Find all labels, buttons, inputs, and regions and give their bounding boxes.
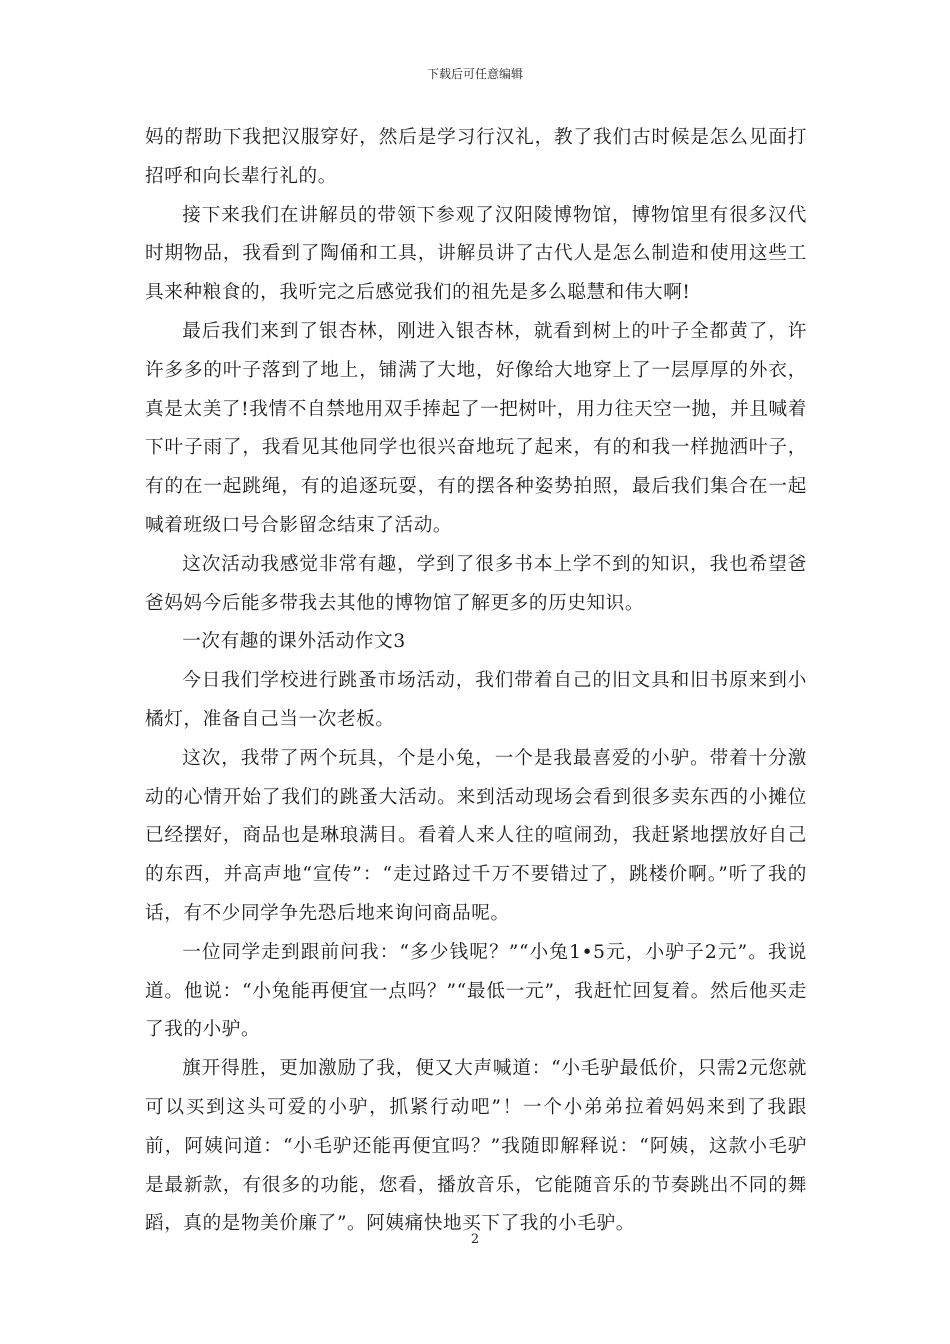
paragraph-4: 这次活动我感觉非常有趣，学到了很多书本上学不到的知识，我也希望爸爸妈妈今后能多带我去其他的博物馆了解更多的历史知识。: [145, 553, 807, 614]
paragraph-1: 妈的帮助下我把汉服穿好，然后是学习行汉礼，教了我们古时候是怎么见面打招呼和向长辈行礼的。: [145, 127, 807, 187]
section-heading: 一次有趣的课外活动作文3: [182, 631, 406, 653]
paragraph-3: 最后我们来到了银杏林，刚进入银杏林，就看到树上的叶子全都黄了，许许多多的叶子落到了地上，铺满了大地，好像给大地穿上了一层厚厚的外衣，真是太美了!我情不自禁地用双手捧起了一把树叶，用力往天空一抛，并且喊着下叶子雨了，我看见其他同学也很兴奋地玩了起来，有的和我一样抛洒叶子，有的在一起跳绳，有的追逐玩耍，有的摆各种姿势拍照，最后我们集合在一起喊着班级口号合影留念结束了活动。: [145, 320, 807, 536]
paragraph-2: 接下来我们在讲解员的带领下参观了汉阳陵博物馆，博物馆里有很多汉代时期物品，我看到了陶俑和工具，讲解员讲了古代人是怎么制造和使用这些工具来种粮食的，我听完之后感觉我们的祖先是多么聪慧和伟大啊!: [145, 204, 807, 304]
document-body: [145, 119, 807, 1244]
paragraph-7: 一位同学走到跟前问我：“多少钱呢？”“小兔1•5元，小驴子2元”。我说道。他说：“小兔能再便宜一点吗？”“最低一元”，我赶忙回复着。然后他买走了我的小驴。: [145, 941, 807, 1041]
page-number: 2: [470, 1232, 480, 1247]
paragraph-8: 旗开得胜，更加激励了我，便又大声喊道：“小毛驴最低价，只需2元您就可以买到这头可爱的小驴，抓紧行动吧”！一个小弟弟拉着妈妈来到了我跟前，阿姨问道：“小毛驴还能再便宜吗？”我随即解释说：“阿姨，这款小毛驴是最新款，有很多的功能，您看，播放音乐，它能随音乐的节奏跳出不同的舞蹈，真的是物美价廉了”。阿姨痛快地买下了我的小毛驴。: [145, 1058, 807, 1235]
page-header: 下载后可任意编辑: [426, 67, 523, 81]
paragraph-5: 今日我们学校进行跳蚤市场活动，我们带着自己的旧文具和旧书原来到小橘灯，准备自己当一次老板。: [145, 670, 807, 730]
paragraph-6: 这次，我带了两个玩具，个是小兔，一个是我最喜爱的小驴。带着十分激动的心情开始了我们的跳蚤大活动。来到活动现场会看到很多卖东西的小摊位已经摆好，商品也是琳琅满目。看着人来人往的喧闹劲，我赶紧地摆放好自己的东西，并高声地“宣传”：“走过路过千万不要错过了，跳楼价啊。”听了我的话，有不少同学争先恐后地来询问商品呢。: [145, 747, 807, 924]
